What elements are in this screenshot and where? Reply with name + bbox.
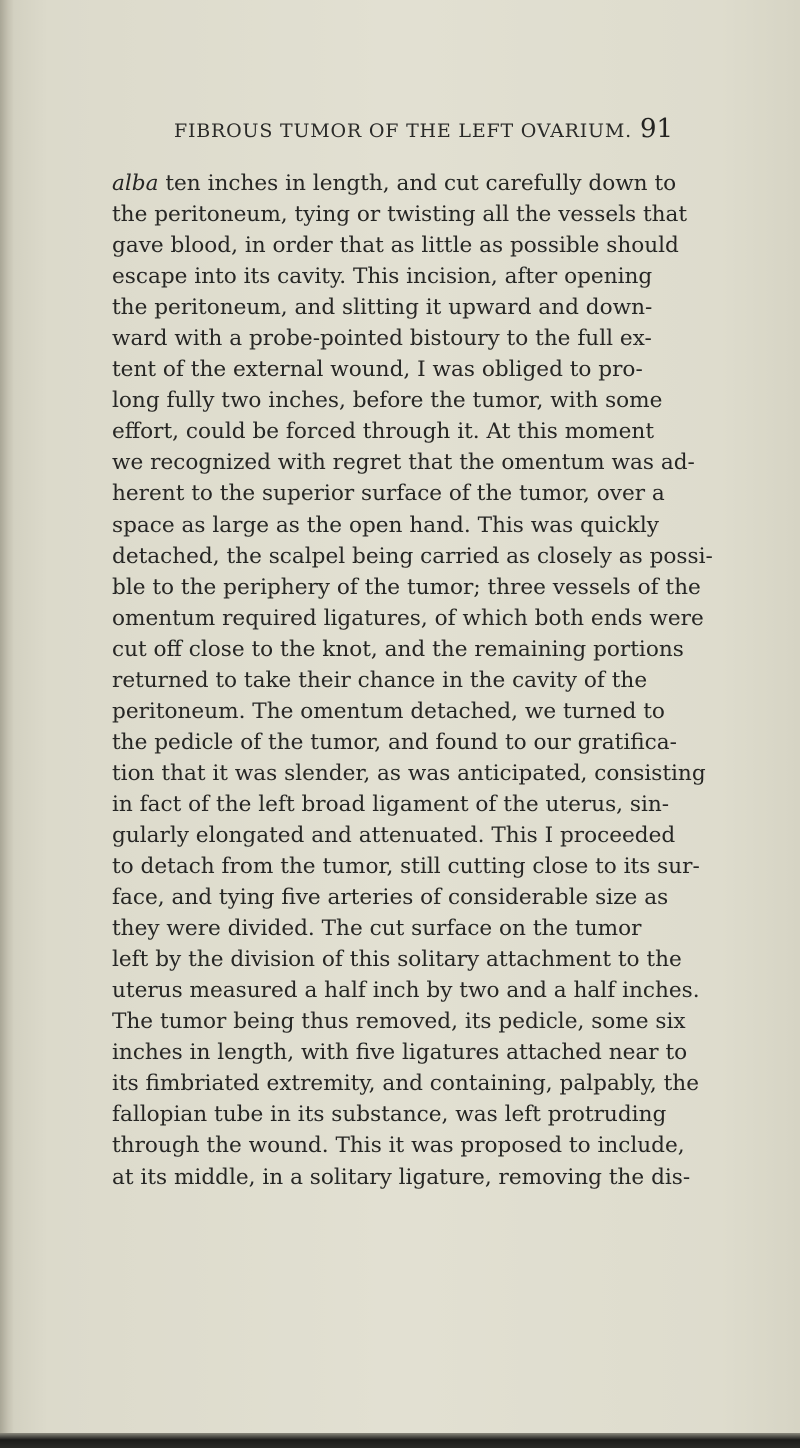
text-line: at its middle, in a solitary ligature, removing the dis- [112,1164,691,1190]
text-line: gularly elongated and attenuated. This I proceeded [112,822,676,848]
text-line: herent to the superior surface of the tumor, over a [112,481,665,507]
text-line: left by the division of this solitary attachment to the [112,947,682,973]
text-line: the peritoneum, tying or twisting all the vessels that [112,202,688,228]
text-line: detached, the scalpel being carried as closely as possi- [112,543,713,569]
text-line: the peritoneum, and slitting it upward and down- [112,295,653,321]
text-line: alba ten inches in length, and cut carefully down to [112,171,677,196]
text-line: gave blood, in order that as little as possible should [112,233,679,259]
text-line: omentum required ligatures, of which both ends were [112,605,704,631]
text-line: returned to take their chance in the cavity of the [112,667,648,693]
page-binding-edge [0,0,14,1448]
text-line: face, and tying five arteries of considerable size as [112,885,669,911]
text-line: the pedicle of the tumor, and found to our gratifica- [112,729,677,755]
running-head: FIBROUS TUMOR OF THE LEFT OVARIUM. [174,120,632,142]
page-number: 91 [640,114,674,144]
text-line: ble to the periphery of the tumor; three vessels of the [112,574,701,600]
text-line: inches in length, with five ligatures attached near to [112,1040,688,1066]
text-line: to detach from the tumor, still cutting close to its sur- [112,854,700,880]
text-line: long fully two inches, before the tumor, with some [112,388,663,414]
text-line: they were divided. The cut surface on the tumor [112,916,642,942]
text-line: space as large as the open hand. This was quickly [112,512,659,538]
text-line: uterus measured a half inch by two and a half inches. [112,978,700,1004]
text-line: The tumor being thus removed, its pedicle, some six [112,1009,686,1035]
text-line: fallopian tube in its substance, was left protruding [112,1102,667,1128]
text-line: effort, could be forced through it. At this moment [112,419,655,445]
page-bottom-edge [0,1433,800,1448]
text-line: its fimbriated extremity, and containing, palpably, the [112,1071,699,1097]
body-text [112,168,800,1193]
page-header [170,114,790,154]
text-line: in fact of the left broad ligament of the uterus, sin- [112,791,670,817]
text-line: we recognized with regret that the omentum was ad- [112,450,695,476]
text-line: tion that it was slender, as was anticipated, consisting [112,760,706,786]
text-line: cut off close to the knot, and the remaining portions [112,636,684,662]
text-line: tent of the external wound, I was obliged to pro- [112,357,643,383]
text-line: through the wound. This it was proposed to include, [112,1133,685,1159]
text-line: peritoneum. The omentum detached, we turned to [112,698,665,724]
text-line: ward with a probe-pointed bistoury to the full ex- [112,326,652,352]
text-line: escape into its cavity. This incision, after opening [112,264,653,290]
